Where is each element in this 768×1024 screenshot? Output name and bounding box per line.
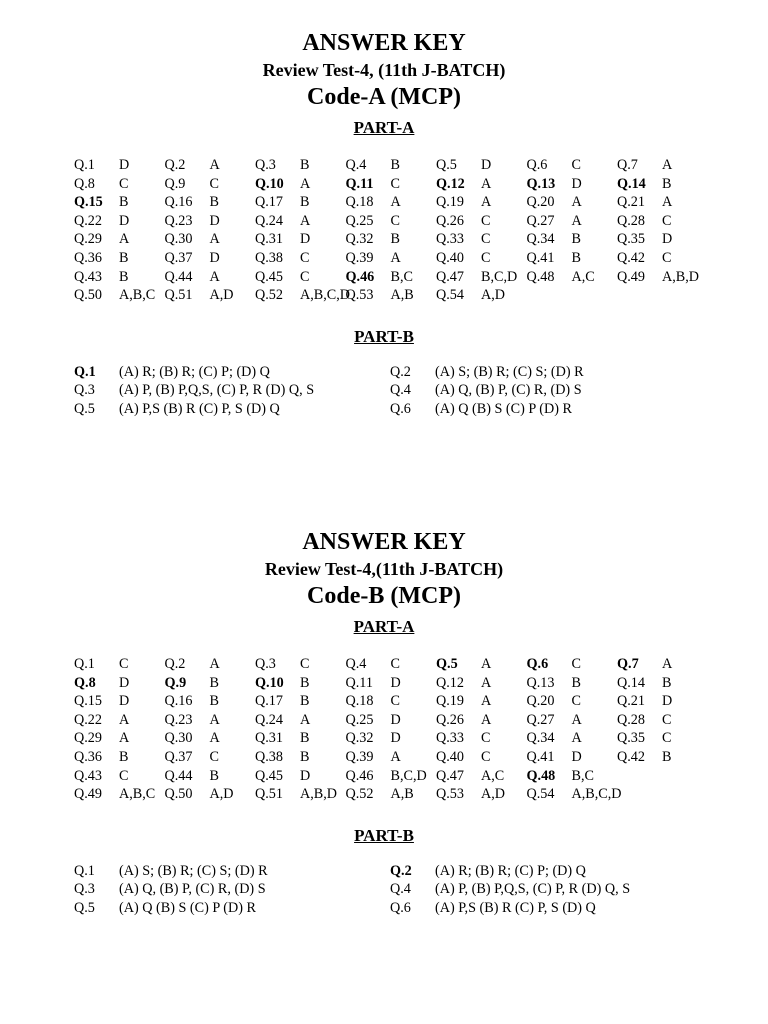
answer-value: A,B,C,D bbox=[300, 287, 351, 304]
question-number: Q.3 bbox=[255, 157, 276, 173]
answer-value: C bbox=[481, 730, 491, 747]
answer-value: A bbox=[390, 748, 401, 765]
matching-answer: (A) Q, (B) P, (C) R, (D) S bbox=[119, 881, 266, 898]
question-number: Q.24 bbox=[255, 711, 283, 728]
answer-row bbox=[74, 674, 768, 693]
question-number: Q.10 bbox=[255, 175, 284, 192]
subtitle: Review Test-4,(11th J-BATCH) bbox=[264, 559, 504, 579]
code-heading: Code-B (MCP) bbox=[307, 583, 461, 609]
question-number: Q.52 bbox=[255, 287, 283, 304]
answer-value: A bbox=[390, 194, 401, 211]
question-number: Q.11 bbox=[345, 674, 373, 691]
answer-row bbox=[74, 286, 768, 305]
question-number: Q.17 bbox=[255, 693, 283, 710]
answer-value: A bbox=[481, 656, 492, 672]
question-number: Q.50 bbox=[74, 287, 102, 304]
part-b-answer-list bbox=[0, 862, 768, 918]
question-number: Q.50 bbox=[164, 786, 193, 803]
question-number: Q.18 bbox=[345, 693, 374, 710]
answer-row bbox=[74, 785, 768, 804]
answer-value: B bbox=[119, 194, 129, 211]
question-number: Q.31 bbox=[255, 231, 283, 248]
question-number: Q.48 bbox=[526, 268, 555, 285]
answer-value: A,C bbox=[481, 767, 505, 784]
question-number: Q.17 bbox=[255, 194, 283, 211]
answer-value: B bbox=[300, 693, 310, 710]
question-number: Q.4 bbox=[345, 157, 367, 173]
answer-row bbox=[74, 692, 768, 711]
question-number: Q.41 bbox=[526, 249, 555, 266]
answer-value: D bbox=[390, 674, 401, 691]
answer-value: A,B bbox=[390, 786, 414, 803]
question-number: Q.25 bbox=[345, 711, 374, 728]
answer-value: A bbox=[481, 194, 492, 211]
answer-value: A bbox=[662, 194, 673, 211]
answer-value: A bbox=[481, 674, 492, 691]
matching-answer: (A) Q (B) S (C) P (D) R bbox=[435, 400, 573, 417]
matching-answer: (A) Q (B) S (C) P (D) R bbox=[119, 899, 257, 916]
answer-value: B bbox=[209, 693, 219, 710]
question-number: Q.51 bbox=[164, 287, 193, 304]
matching-answer: (A) S; (B) R; (C) S; (D) R bbox=[119, 862, 268, 879]
question-number: Q.31 bbox=[255, 730, 283, 747]
question-number: Q.52 bbox=[345, 786, 374, 803]
answer-value: A,D bbox=[209, 287, 234, 304]
question-number: Q.2 bbox=[164, 157, 186, 173]
question-number: Q.53 bbox=[345, 287, 374, 304]
answer-value: D bbox=[119, 157, 130, 173]
question-number: Q.33 bbox=[436, 730, 464, 747]
question-number: Q.15 bbox=[74, 194, 103, 211]
question-number: Q.27 bbox=[526, 212, 555, 229]
question-number: Q.22 bbox=[74, 711, 102, 728]
question-number: Q.6 bbox=[526, 656, 549, 672]
question-number: Q.5 bbox=[436, 656, 458, 672]
matching-answer-row bbox=[0, 862, 768, 881]
question-number: Q.16 bbox=[164, 693, 193, 710]
answer-value: B bbox=[390, 157, 400, 173]
answer-value: D bbox=[300, 231, 311, 248]
matching-answer-row bbox=[0, 880, 768, 899]
question-number: Q.24 bbox=[255, 212, 283, 229]
answer-row bbox=[74, 729, 768, 748]
answer-value: B bbox=[571, 249, 581, 266]
answer-value: A bbox=[571, 194, 582, 211]
answer-value: A bbox=[209, 730, 220, 747]
answer-value: A,C bbox=[571, 268, 595, 285]
answer-value: B bbox=[209, 674, 219, 691]
question-number: Q.38 bbox=[255, 748, 283, 765]
question-number: Q.13 bbox=[526, 674, 555, 691]
question-number: Q.20 bbox=[526, 693, 555, 710]
question-number: Q.3 bbox=[74, 382, 95, 399]
answer-value: C bbox=[662, 249, 672, 266]
question-number: Q.49 bbox=[617, 268, 645, 285]
answer-value: C bbox=[300, 249, 310, 266]
answer-value: C bbox=[571, 157, 581, 173]
answer-value: A,D bbox=[481, 786, 506, 803]
answer-value: A bbox=[662, 157, 673, 173]
question-number: Q.26 bbox=[436, 711, 464, 728]
answer-value: C bbox=[119, 767, 129, 784]
question-number: Q.25 bbox=[345, 212, 374, 229]
part-a-answer-grid bbox=[74, 156, 768, 305]
question-number: Q.28 bbox=[617, 212, 645, 229]
question-number: Q.3 bbox=[74, 881, 95, 898]
answer-key-code-b bbox=[0, 527, 768, 918]
question-number: Q.53 bbox=[436, 786, 464, 803]
answer-value: A bbox=[571, 730, 582, 747]
question-number: Q.16 bbox=[164, 194, 193, 211]
answer-row bbox=[74, 156, 768, 175]
answer-value: A bbox=[209, 231, 220, 248]
question-number: Q.37 bbox=[164, 249, 193, 266]
answer-value: D bbox=[662, 693, 673, 710]
question-number: Q.19 bbox=[436, 693, 464, 710]
answer-value: D bbox=[300, 767, 311, 784]
subtitle: Review Test-4, (11th J-BATCH) bbox=[262, 60, 506, 80]
question-number: Q.54 bbox=[526, 786, 555, 803]
question-number: Q.30 bbox=[164, 730, 193, 747]
question-number: Q.34 bbox=[526, 730, 555, 747]
question-number: Q.43 bbox=[74, 268, 102, 285]
answer-value: B,C bbox=[390, 268, 413, 285]
question-number: Q.38 bbox=[255, 249, 283, 266]
question-number: Q.30 bbox=[164, 231, 193, 248]
answer-value: A,B,D bbox=[662, 268, 700, 285]
question-number: Q.36 bbox=[74, 748, 102, 765]
part-b-heading: PART-B bbox=[354, 326, 414, 346]
question-number: Q.14 bbox=[617, 674, 645, 691]
answer-value: B bbox=[662, 175, 672, 192]
answer-value: C bbox=[662, 730, 672, 747]
answer-row bbox=[74, 230, 768, 249]
question-number: Q.2 bbox=[390, 862, 412, 879]
answer-value: A bbox=[481, 175, 492, 192]
answer-value: A,D bbox=[209, 786, 234, 803]
matching-answer: (A) Q, (B) P, (C) R, (D) S bbox=[435, 382, 582, 399]
matching-answer-row bbox=[0, 381, 768, 400]
question-number: Q.15 bbox=[74, 693, 102, 710]
answer-value: B bbox=[300, 674, 310, 691]
answer-value: C bbox=[481, 231, 491, 248]
question-number: Q.39 bbox=[345, 748, 374, 765]
question-number: Q.33 bbox=[436, 231, 464, 248]
answer-value: D bbox=[390, 711, 401, 728]
question-number: Q.43 bbox=[74, 767, 102, 784]
answer-value: C bbox=[571, 656, 581, 672]
answer-value: D bbox=[390, 730, 401, 747]
question-number: Q.6 bbox=[390, 400, 411, 417]
question-number: Q.26 bbox=[436, 212, 464, 229]
answer-value: C bbox=[300, 268, 310, 285]
page-title: ANSWER KEY bbox=[302, 529, 466, 555]
answer-value: A,D bbox=[481, 287, 506, 304]
answer-value: A bbox=[481, 711, 492, 728]
matching-answer-row bbox=[0, 899, 768, 918]
question-number: Q.44 bbox=[164, 767, 193, 784]
answer-value: B bbox=[662, 674, 672, 691]
question-number: Q.46 bbox=[345, 268, 375, 285]
answer-value: B bbox=[209, 767, 219, 784]
question-number: Q.23 bbox=[164, 212, 193, 229]
question-number: Q.21 bbox=[617, 194, 645, 211]
question-number: Q.8 bbox=[74, 175, 95, 192]
answer-value: B,C,D bbox=[390, 767, 427, 784]
matching-answer: (A) S; (B) R; (C) S; (D) R bbox=[435, 363, 584, 380]
question-number: Q.5 bbox=[436, 157, 457, 173]
question-number: Q.4 bbox=[390, 382, 411, 399]
part-a-heading: PART-A bbox=[353, 617, 415, 636]
question-number: Q.48 bbox=[526, 767, 556, 784]
answer-value: C bbox=[390, 693, 400, 710]
answer-row bbox=[74, 767, 768, 786]
answer-value: B bbox=[119, 748, 129, 765]
answer-value: B bbox=[300, 194, 310, 211]
answer-value: D bbox=[481, 157, 492, 173]
question-number: Q.49 bbox=[74, 786, 102, 803]
part-a-heading: PART-A bbox=[353, 118, 415, 137]
answer-value: D bbox=[571, 175, 582, 192]
answer-value: A,B,C bbox=[119, 287, 156, 304]
answer-value: D bbox=[119, 693, 130, 710]
question-number: Q.13 bbox=[526, 175, 556, 192]
question-number: Q.47 bbox=[436, 767, 464, 784]
question-number: Q.28 bbox=[617, 711, 645, 728]
question-number: Q.3 bbox=[255, 656, 276, 672]
answer-value: D bbox=[571, 748, 582, 765]
question-number: Q.2 bbox=[390, 363, 411, 380]
answer-row bbox=[74, 268, 768, 287]
part-a-answer-grid bbox=[74, 655, 768, 804]
question-number: Q.21 bbox=[617, 693, 645, 710]
question-number: Q.6 bbox=[526, 157, 548, 173]
answer-row bbox=[74, 748, 768, 767]
answer-value: A bbox=[662, 656, 673, 672]
answer-value: C bbox=[481, 748, 491, 765]
question-number: Q.45 bbox=[255, 767, 283, 784]
answer-value: B bbox=[119, 249, 129, 266]
answer-value: B bbox=[571, 231, 581, 248]
answer-row bbox=[74, 655, 768, 674]
answer-value: B,C bbox=[571, 767, 594, 784]
answer-value: D bbox=[209, 212, 220, 229]
question-number: Q.7 bbox=[617, 157, 638, 173]
question-number: Q.2 bbox=[164, 656, 186, 672]
answer-value: A bbox=[209, 711, 220, 728]
answer-value: A bbox=[119, 711, 130, 728]
matching-answer: (A) R; (B) R; (C) P; (D) Q bbox=[435, 862, 586, 879]
answer-value: C bbox=[209, 175, 219, 192]
question-number: Q.12 bbox=[436, 674, 464, 691]
question-number: Q.19 bbox=[436, 194, 464, 211]
question-number: Q.4 bbox=[390, 881, 411, 898]
answer-value: C bbox=[481, 212, 491, 229]
question-number: Q.29 bbox=[74, 730, 102, 747]
question-number: Q.32 bbox=[345, 730, 374, 747]
question-number: Q.42 bbox=[617, 249, 645, 266]
question-number: Q.40 bbox=[436, 249, 464, 266]
matching-answer: (A) P,S (B) R (C) P, S (D) Q bbox=[119, 400, 280, 417]
question-number: Q.40 bbox=[436, 748, 464, 765]
answer-value: A bbox=[390, 249, 401, 266]
answer-value: B bbox=[300, 748, 310, 765]
answer-value: B bbox=[662, 748, 672, 765]
matching-answer: (A) R; (B) R; (C) P; (D) Q bbox=[119, 363, 270, 380]
question-number: Q.22 bbox=[74, 212, 102, 229]
answer-value: A,B,C,D bbox=[571, 786, 622, 803]
answer-value: A bbox=[300, 175, 311, 192]
question-number: Q.12 bbox=[436, 175, 465, 192]
answer-value: A bbox=[300, 212, 311, 229]
answer-value: D bbox=[209, 249, 220, 266]
question-number: Q.42 bbox=[617, 748, 645, 765]
answer-value: A bbox=[209, 268, 220, 285]
answer-value: B bbox=[571, 674, 581, 691]
answer-value: C bbox=[662, 212, 672, 229]
answer-value: C bbox=[300, 656, 310, 672]
question-number: Q.35 bbox=[617, 730, 645, 747]
question-number: Q.9 bbox=[164, 175, 186, 192]
answer-value: C bbox=[481, 249, 491, 266]
question-number: Q.23 bbox=[164, 711, 193, 728]
page-title: ANSWER KEY bbox=[302, 30, 466, 56]
matching-answer-row bbox=[0, 363, 768, 382]
question-number: Q.36 bbox=[74, 249, 102, 266]
part-b-answer-list bbox=[0, 363, 768, 419]
answer-value: B bbox=[300, 157, 310, 173]
answer-value: A bbox=[119, 730, 130, 747]
question-number: Q.27 bbox=[526, 711, 555, 728]
question-number: Q.47 bbox=[436, 268, 464, 285]
question-number: Q.1 bbox=[74, 862, 95, 879]
answer-value: A bbox=[209, 157, 220, 173]
answer-value: A bbox=[571, 711, 582, 728]
answer-value: B bbox=[390, 231, 400, 248]
question-number: Q.46 bbox=[345, 767, 374, 784]
question-number: Q.39 bbox=[345, 249, 374, 266]
answer-value: C bbox=[571, 693, 581, 710]
question-number: Q.5 bbox=[74, 899, 95, 916]
answer-value: B,C,D bbox=[481, 268, 518, 285]
answer-value: C bbox=[119, 175, 129, 192]
question-number: Q.6 bbox=[390, 899, 411, 916]
answer-value: B bbox=[209, 194, 219, 211]
answer-value: C bbox=[209, 748, 219, 765]
answer-value: C bbox=[662, 711, 672, 728]
question-number: Q.8 bbox=[74, 674, 96, 691]
answer-value: A bbox=[119, 231, 130, 248]
matching-answer: (A) P,S (B) R (C) P, S (D) Q bbox=[435, 899, 596, 916]
question-number: Q.7 bbox=[617, 656, 639, 672]
answer-value: B bbox=[300, 730, 310, 747]
question-number: Q.44 bbox=[164, 268, 193, 285]
answer-value: A bbox=[481, 693, 492, 710]
part-b-heading: PART-B bbox=[354, 825, 414, 845]
question-number: Q.5 bbox=[74, 400, 95, 417]
question-number: Q.10 bbox=[255, 674, 284, 691]
answer-value: A bbox=[300, 711, 311, 728]
answer-value: C bbox=[119, 656, 129, 672]
question-number: Q.54 bbox=[436, 287, 464, 304]
answer-value: C bbox=[390, 175, 400, 192]
answer-value: D bbox=[119, 212, 130, 229]
answer-value: D bbox=[119, 674, 130, 691]
question-number: Q.35 bbox=[617, 231, 645, 248]
question-number: Q.41 bbox=[526, 748, 555, 765]
answer-row bbox=[74, 212, 768, 231]
answer-value: A,B,C bbox=[119, 786, 156, 803]
question-number: Q.32 bbox=[345, 231, 374, 248]
question-number: Q.1 bbox=[74, 363, 96, 380]
answer-row bbox=[74, 175, 768, 194]
answer-value: A,B,D bbox=[300, 786, 338, 803]
matching-answer-row bbox=[0, 400, 768, 419]
question-number: Q.11 bbox=[345, 175, 374, 192]
matching-answer: (A) P, (B) P,Q,S, (C) P, R (D) Q, S bbox=[435, 881, 631, 898]
question-number: Q.1 bbox=[74, 656, 95, 672]
question-number: Q.37 bbox=[164, 748, 193, 765]
answer-value: C bbox=[390, 656, 400, 672]
question-number: Q.14 bbox=[617, 175, 646, 192]
question-number: Q.29 bbox=[74, 231, 102, 248]
answer-row bbox=[74, 193, 768, 212]
answer-value: D bbox=[662, 231, 673, 248]
question-number: Q.51 bbox=[255, 786, 283, 803]
question-number: Q.34 bbox=[526, 231, 555, 248]
code-heading: Code-A (MCP) bbox=[307, 84, 461, 110]
question-number: Q.18 bbox=[345, 194, 374, 211]
answer-value: A bbox=[571, 212, 582, 229]
question-number: Q.4 bbox=[345, 656, 367, 672]
question-number: Q.45 bbox=[255, 268, 283, 285]
answer-row bbox=[74, 711, 768, 730]
answer-value: C bbox=[390, 212, 400, 229]
question-number: Q.1 bbox=[74, 157, 95, 173]
answer-key-code-a bbox=[0, 28, 768, 419]
matching-answer: (A) P, (B) P,Q,S, (C) P, R (D) Q, S bbox=[119, 382, 315, 399]
answer-value: B bbox=[119, 268, 129, 285]
question-number: Q.20 bbox=[526, 194, 555, 211]
answer-value: A,B bbox=[390, 287, 414, 304]
answer-row bbox=[74, 249, 768, 268]
answer-value: A bbox=[209, 656, 220, 672]
question-number: Q.9 bbox=[164, 674, 187, 691]
